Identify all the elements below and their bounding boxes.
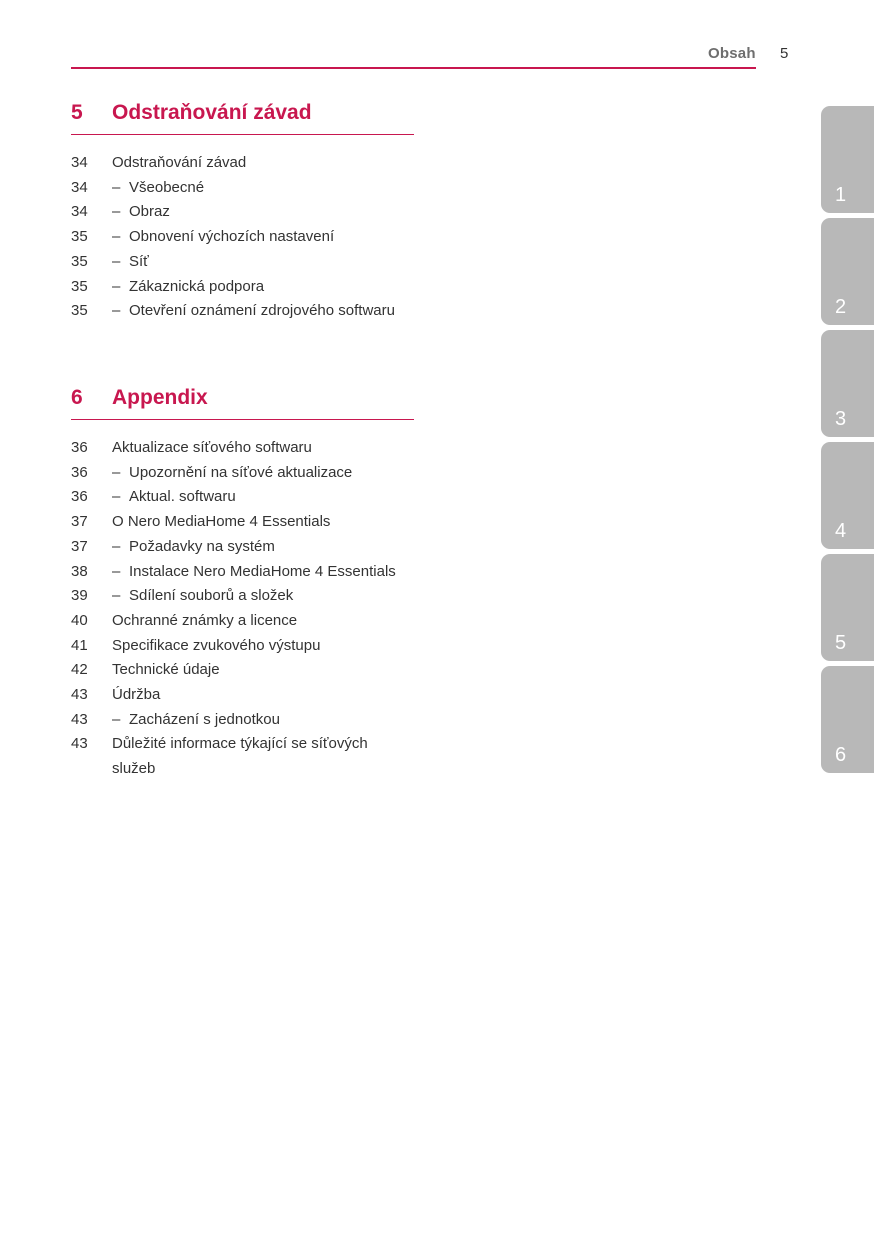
toc-entry[interactable]: [71, 708, 414, 733]
toc-entry[interactable]: [71, 250, 414, 275]
toc-entry[interactable]: [71, 299, 414, 324]
toc-entry[interactable]: [71, 609, 414, 634]
toc-entry[interactable]: [71, 151, 414, 176]
toc-entry-dash: –: [112, 203, 121, 221]
toc-entry[interactable]: [71, 510, 414, 535]
toc-entry-text: [112, 708, 414, 733]
toc-entry-text: [112, 151, 414, 176]
toc-entry-dash: –: [112, 228, 121, 246]
chapter-tab-6[interactable]: [821, 666, 874, 773]
header-title: Obsah: [708, 45, 756, 62]
toc-entry-label: Instalace Nero MediaHome 4 Essentials: [129, 562, 396, 580]
section-title: Appendix: [112, 386, 208, 409]
toc-entry[interactable]: [71, 560, 414, 585]
toc-entry[interactable]: [71, 200, 414, 225]
toc-entry-text: [112, 225, 414, 250]
toc-entry-label: Ochranné známky a licence: [112, 611, 298, 629]
toc-entry[interactable]: [71, 658, 414, 683]
toc-entry-page: 39: [71, 587, 88, 605]
toc-entry-dash: –: [112, 277, 121, 295]
toc-entry-text: [112, 510, 414, 535]
toc-entry-label: Zacházení s jednotkou: [129, 710, 280, 728]
toc-entry-page: 35: [71, 252, 88, 270]
chapter-tab-1[interactable]: [821, 106, 874, 213]
toc-entry-label: Odstraňování závad: [112, 154, 247, 171]
toc-entry-dash: –: [112, 488, 121, 506]
toc-entry[interactable]: [71, 732, 414, 781]
toc-entry-label: Obnovení výchozích nastavení: [129, 228, 335, 246]
toc-entry-page: 38: [71, 562, 88, 580]
toc-entry-page: 36: [71, 488, 88, 506]
toc-entry-page: 34: [71, 203, 88, 221]
chapter-tab-2[interactable]: [821, 218, 874, 325]
toc-entry-text: [112, 658, 414, 683]
toc-entry-page: 37: [71, 513, 88, 531]
toc-entry-label: Zákaznická podpora: [129, 277, 265, 295]
toc-entry-page: 36: [71, 463, 88, 481]
toc-entry-label: Aktual. softwaru: [129, 488, 236, 506]
toc-entry-dash: –: [112, 463, 121, 481]
toc-section-5: [71, 101, 414, 324]
toc-entry-text: [112, 683, 414, 708]
chapter-tab-4[interactable]: [821, 442, 874, 549]
section-heading: [71, 101, 414, 135]
toc-entry[interactable]: [71, 436, 414, 461]
toc-entry-label: Sdílení souborů a složek: [129, 587, 294, 605]
toc-entry[interactable]: [71, 683, 414, 708]
toc-entry-label: Specifikace zvukového výstupu: [112, 636, 321, 654]
toc-entry-label: Údržba: [112, 686, 161, 704]
toc-entry-page: 37: [71, 537, 88, 555]
chapter-tab-5[interactable]: [821, 554, 874, 661]
section-heading: [71, 386, 414, 420]
toc-entry-label: Důležité informace týkající se síťových služeb: [112, 735, 368, 778]
toc-entry[interactable]: [71, 535, 414, 560]
toc-entry-page: 40: [71, 611, 88, 629]
toc-entry-label: Síť: [129, 252, 149, 270]
toc-entry-label: Technické údaje: [112, 661, 220, 679]
toc-entry[interactable]: [71, 275, 414, 300]
toc-entry-page: 36: [71, 439, 88, 456]
toc-entry-text: [112, 634, 414, 659]
toc-entry-page: 43: [71, 710, 88, 728]
toc-entry[interactable]: [71, 225, 414, 250]
toc-entry-text: [112, 535, 414, 560]
toc-entry-dash: –: [112, 710, 121, 728]
toc-entry[interactable]: [71, 584, 414, 609]
toc-entry-page: 41: [71, 636, 88, 654]
toc-entry-dash: –: [112, 587, 121, 605]
toc-entry[interactable]: [71, 634, 414, 659]
toc-entry-page: 43: [71, 686, 88, 704]
toc-entry-text: [112, 250, 414, 275]
toc-list: [71, 151, 414, 324]
toc-entry-text: [112, 275, 414, 300]
chapter-tab-3[interactable]: [821, 330, 874, 437]
toc-entry-page: 35: [71, 302, 88, 320]
toc-entry-label: Upozornění na síťové aktualizace: [129, 463, 353, 481]
toc-entry[interactable]: [71, 461, 414, 486]
toc-list: [71, 436, 414, 782]
chapter-tab-label: 1: [835, 184, 847, 206]
toc-entry-page: 35: [71, 228, 88, 246]
toc-entry-text: [112, 461, 414, 486]
header-page-number: 5: [780, 45, 789, 62]
section-number: 6: [71, 386, 83, 409]
toc-entry-text: [112, 200, 414, 225]
header-divider: [71, 67, 756, 69]
toc-entry-text: [112, 560, 414, 585]
toc-entry-text: [112, 609, 414, 634]
toc-entry-page: 43: [71, 735, 88, 753]
toc-entry-dash: –: [112, 562, 121, 580]
toc-entry[interactable]: [71, 485, 414, 510]
toc-entry-text: [112, 436, 414, 461]
toc-entry-page: 35: [71, 277, 88, 295]
toc-entry[interactable]: [71, 176, 414, 201]
toc-entry-page: 34: [71, 178, 88, 196]
toc-entry-label: Požadavky na systém: [129, 537, 275, 555]
toc-entry-text: [112, 485, 414, 510]
toc-entry-dash: –: [112, 178, 121, 196]
toc-entry-label: Aktualizace síťového softwaru: [112, 439, 312, 456]
section-title: Odstraňování závad: [112, 101, 312, 124]
chapter-tab-label: 6: [835, 744, 847, 766]
toc-entry-page: 42: [71, 661, 88, 679]
toc-entry-text: [112, 299, 414, 324]
chapter-tab-label: 3: [835, 408, 847, 430]
toc-entry-dash: –: [112, 252, 121, 270]
toc-entry-label: Otevření oznámení zdrojového softwaru: [129, 302, 395, 320]
toc-entry-label: Obraz: [129, 203, 170, 221]
toc-entry-text: [112, 732, 414, 781]
section-number: 5: [71, 101, 83, 124]
toc-entry-label: Všeobecné: [129, 178, 205, 196]
chapter-tab-label: 5: [835, 632, 847, 654]
toc-entry-text: [112, 176, 414, 201]
toc-entry-dash: –: [112, 302, 121, 320]
toc-entry-label: O Nero MediaHome 4 Essentials: [112, 513, 331, 531]
chapter-tab-label: 2: [835, 296, 847, 318]
toc-section-6: [71, 386, 414, 782]
chapter-tab-label: 4: [835, 520, 847, 542]
toc-entry-page: 34: [71, 154, 88, 171]
toc-entry-dash: –: [112, 537, 121, 555]
toc-entry-text: [112, 584, 414, 609]
